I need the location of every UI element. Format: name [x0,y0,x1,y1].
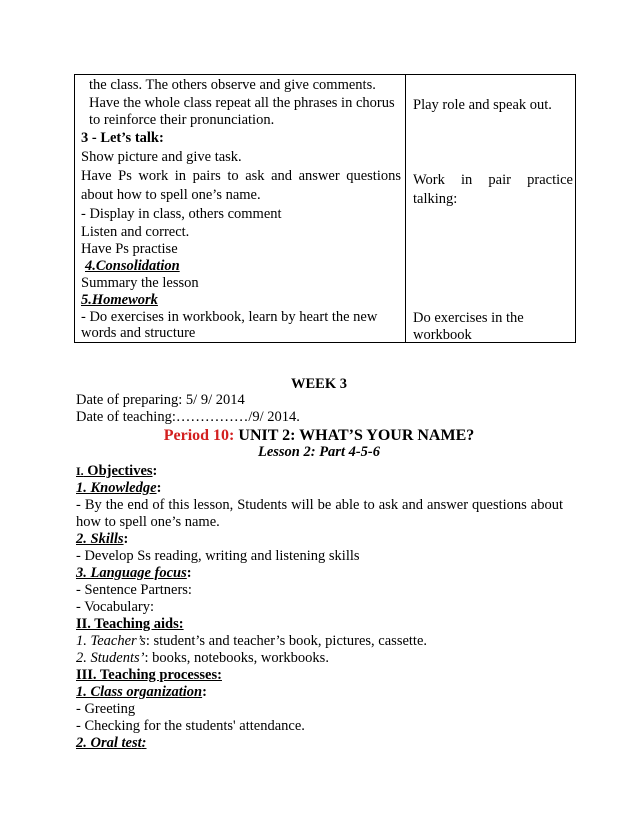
knowledge-label: 1. Knowledge [76,480,157,496]
table-left-line-14: - Do exercises in workbook, learn by heart the new [81,309,378,325]
students-text: : books, notebooks, workbooks. [144,650,329,666]
table-left-line-6: Have Ps work in pairs to ask and answer questions [81,168,401,184]
knowledge-text-line-1: - By the end of this lesson, Students will be able to ask and answer questions about [76,497,563,513]
greeting-line: - Greeting [76,701,136,717]
table-left-line-3: to reinforce their pronunciation. [89,112,275,128]
teacher-text: : student’s and teacher’s book, pictures, cassette. [145,633,428,649]
teaching-processes-heading: III. Teaching processes: [76,667,222,683]
students-aids-line [76,650,329,667]
table-left-line-9: Listen and correct. [81,224,190,240]
table-left-line-2: Have the whole class repeat all the phrases in chorus [89,95,395,111]
attendance-line: - Checking for the students' attendance. [76,718,305,734]
teacher-label: 1. Teacher’s [76,633,146,649]
objectives-colon: : [152,463,158,479]
table-left-line-10: Have Ps practise [81,241,178,257]
language-focus-heading [76,565,192,582]
table-column-divider [405,75,406,342]
teacher-aids-line [76,633,427,650]
skills-heading [76,531,128,548]
knowledge-heading [76,480,161,497]
language-focus-label: 3. Language focus [76,565,187,581]
homework-heading: 5.Homework [81,292,158,308]
objectives-number: I. [76,464,84,478]
objectives-heading [76,463,157,480]
period-label: Period 10: [163,427,235,444]
objectives-label: Objectives [83,463,153,479]
table-right-line-2: Work in pair practice [413,172,573,188]
table-right-line-4: Do exercises in the [413,310,524,326]
knowledge-text-line-2: how to spell one’s name. [76,514,220,530]
language-focus-colon: : [186,565,192,581]
table-left-line-7: about how to spell one’s name. [81,187,261,203]
skills-label: 2. Skills [76,531,124,547]
knowledge-colon: : [156,480,162,496]
sentence-partners: - Sentence Partners: [76,582,192,598]
oral-test-colon: : [141,735,147,751]
lesson-table [74,74,576,343]
skills-text: - Develop Ss reading, writing and listening skills [76,548,360,564]
table-right-line-1: Play role and speak out. [413,97,552,113]
date-of-teaching: Date of teaching:……………/9/ 2014. [76,409,300,425]
students-label: 2. Students’ [76,650,145,666]
class-organization-label: 1. Class organization [76,684,203,700]
table-right-line-3: talking: [413,191,458,207]
week-heading: WEEK 3 [291,376,347,392]
table-left-line-12: Summary the lesson [81,275,199,291]
skills-colon: : [123,531,129,547]
lesson-subtitle: Lesson 2: Part 4-5-6 [257,444,381,460]
table-left-line-15: words and structure [81,325,196,341]
unit-title [0,426,638,445]
oral-test-label: 2. Oral test [76,735,142,751]
teaching-aids-heading: II. Teaching aids: [76,616,184,632]
table-left-line-5: Show picture and give task. [81,149,242,165]
lets-talk-heading: 3 - Let’s talk: [81,130,164,146]
consolidation-heading: 4.Consolidation [85,258,180,274]
vocabulary: - Vocabulary: [76,599,154,615]
class-organization-heading [76,684,207,701]
table-left-line-8: - Display in class, others comment [81,206,282,222]
table-left-line-1: the class. The others observe and give comments. [89,77,376,93]
unit-title-text: UNIT 2: WHAT’S YOUR NAME? [234,427,475,444]
date-of-preparing: Date of preparing: 5/ 9/ 2014 [76,392,245,408]
oral-test-heading [76,735,147,752]
table-right-line-5: workbook [413,327,472,343]
class-organization-colon: : [202,684,207,700]
